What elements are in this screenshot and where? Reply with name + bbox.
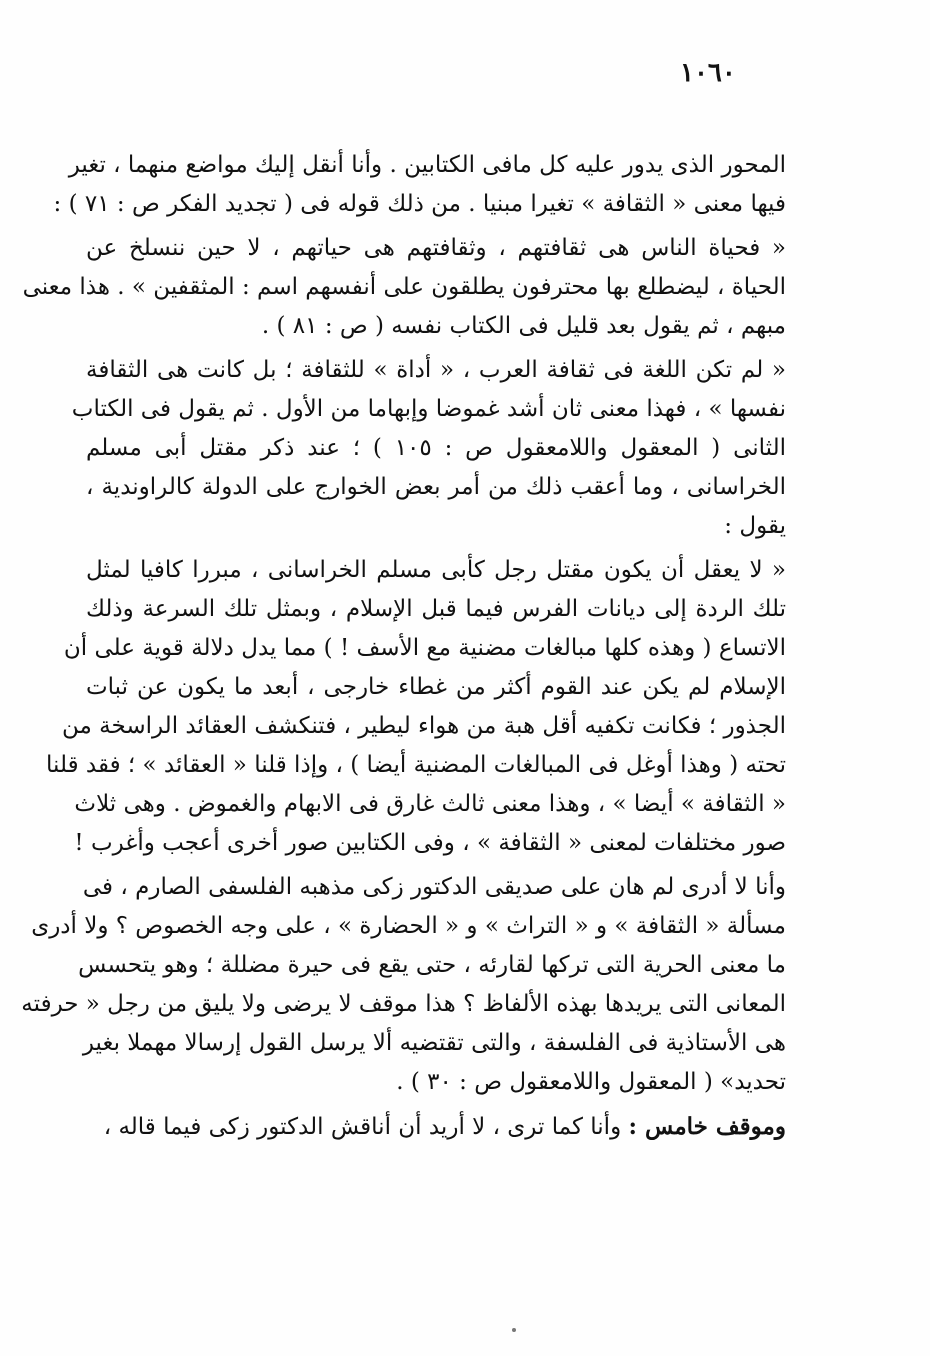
paragraph-2 <box>22 229 786 346</box>
text-line: الاتساع ( وهذه كلها مبالغات مضنية مع الأسف ! ) مما يدل دلالة قوية على أن <box>63 635 786 661</box>
text-line: تلك الردة إلى ديانات الفرس فيما قبل الإسلام ، وبمثل تلك السرعة وذلك <box>86 596 786 622</box>
text-line: هى الأستاذية فى الفلسفة ، والتى تقتضيه ألا يرسل القول إرسالا مهملا بغير <box>82 1030 786 1056</box>
text-line: يقول : <box>724 513 786 539</box>
text-line: الخراسانى ، وما أعقب ذلك من أمر بعض الخوارج على الدولة كالراوندية ، <box>86 474 786 500</box>
text-line <box>86 1107 786 1147</box>
text-line: « لم تكن اللغة فى ثقافة العرب ، « أداة » للثقافة ؛ بل كانت هى الثقافة <box>86 357 786 383</box>
text-line: « فحياة الناس هى ثقافتهم ، وثقافتهم هى حياتهم ، لا حين ننسلخ عن <box>86 235 786 261</box>
text-line: مسألة « الثقافة » و « التراث » و « الحضارة » ، على وجه الخصوص ؟ ولا أدرى <box>31 913 786 939</box>
text-line: « الثقافة » أيضا » ، وهذا معنى ثالث غارق فى الابهام والغموض . وهى ثلاث <box>74 791 786 817</box>
text-line: مبهم ، ثم يقول بعد قليل فى الكتاب نفسه ( ص : ٨١ ) . <box>261 313 786 339</box>
paragraph-5 <box>21 868 786 1102</box>
text-line: نفسها » ، فهذا معنى ثان أشد غموضا وإبهاما من الأول . ثم يقول فى الكتاب <box>71 396 786 422</box>
text-line: المحور الذى يدور عليه كل مافى الكتابين . وأنا أنقل إليك مواضع منهما ، تغير <box>68 152 786 178</box>
text-line: تحته ( وهذا أوغل فى المبالغات المضنية أيضا ) ، وإذا قلنا « العقائد » ؛ فقد قلنا <box>46 752 786 778</box>
text-line: فيها معنى « الثقافة » تغيرا مبنيا . من ذلك قوله فى ( تجديد الفكر ص : ٧١ ) : <box>53 191 786 217</box>
text-line: تحديد» ( المعقول واللامعقول ص : ٣٠ ) . <box>396 1069 786 1095</box>
text-line-continuation: وأنا كما ترى ، لا أريد أن أناقش الدكتور زكى فيما قاله ، <box>103 1114 629 1140</box>
text-line: وأنا لا أدرى لم هان على صديقى الدكتور زكى مذهبه الفلسفى الصارم ، فى <box>82 874 786 900</box>
text-line: الإسلام لم يكن عند القوم أكثر من غطاء خارجى ، أبعد ما يكون عن ثبات <box>86 674 786 700</box>
paragraph-4 <box>46 551 786 863</box>
text-line: الحياة ، ليضطلع بها محترفون يطلقون على أنفسهم اسم : المثقفين » . هذا معنى <box>22 274 786 300</box>
text-line: الثانى ( المعقول واللامعقول ص : ١٠٥ ) ؛ عند ذكر مقتل أبى مسلم <box>86 435 787 461</box>
text-line: المعانى التى يريدها بهذه الألفاظ ؟ هذا موقف لا يرضى ولا يليق من رجل « حرفته <box>21 991 786 1017</box>
page-number: ١٠٦٠ <box>680 58 736 88</box>
scan-speck <box>512 1328 516 1332</box>
text-line: الجذور ؛ فكانت تكفيه أقل هبة من هواء ليطير ، فتنكشف العقائد الراسخة من <box>62 713 786 739</box>
text-line: « لا يعقل أن يكون مقتل رجل كأبى مسلم الخراسانى ، مبررا كافيا لمثل <box>86 557 786 583</box>
section-lead: وموقف خامس : <box>628 1113 786 1140</box>
paragraph-3 <box>71 351 787 546</box>
paragraph-6 <box>86 1107 786 1147</box>
paragraph-1 <box>53 146 786 224</box>
text-line: ما معنى الحرية التى تركها لقارئه ، حتى يقع فى حيرة مضللة ؛ وهو يتحسس <box>78 952 786 978</box>
body-text <box>21 146 787 1152</box>
text-line: صور مختلفات لمعنى « الثقافة » ، وفى الكتابين صور أخرى أعجب وأغرب ! <box>74 830 786 856</box>
